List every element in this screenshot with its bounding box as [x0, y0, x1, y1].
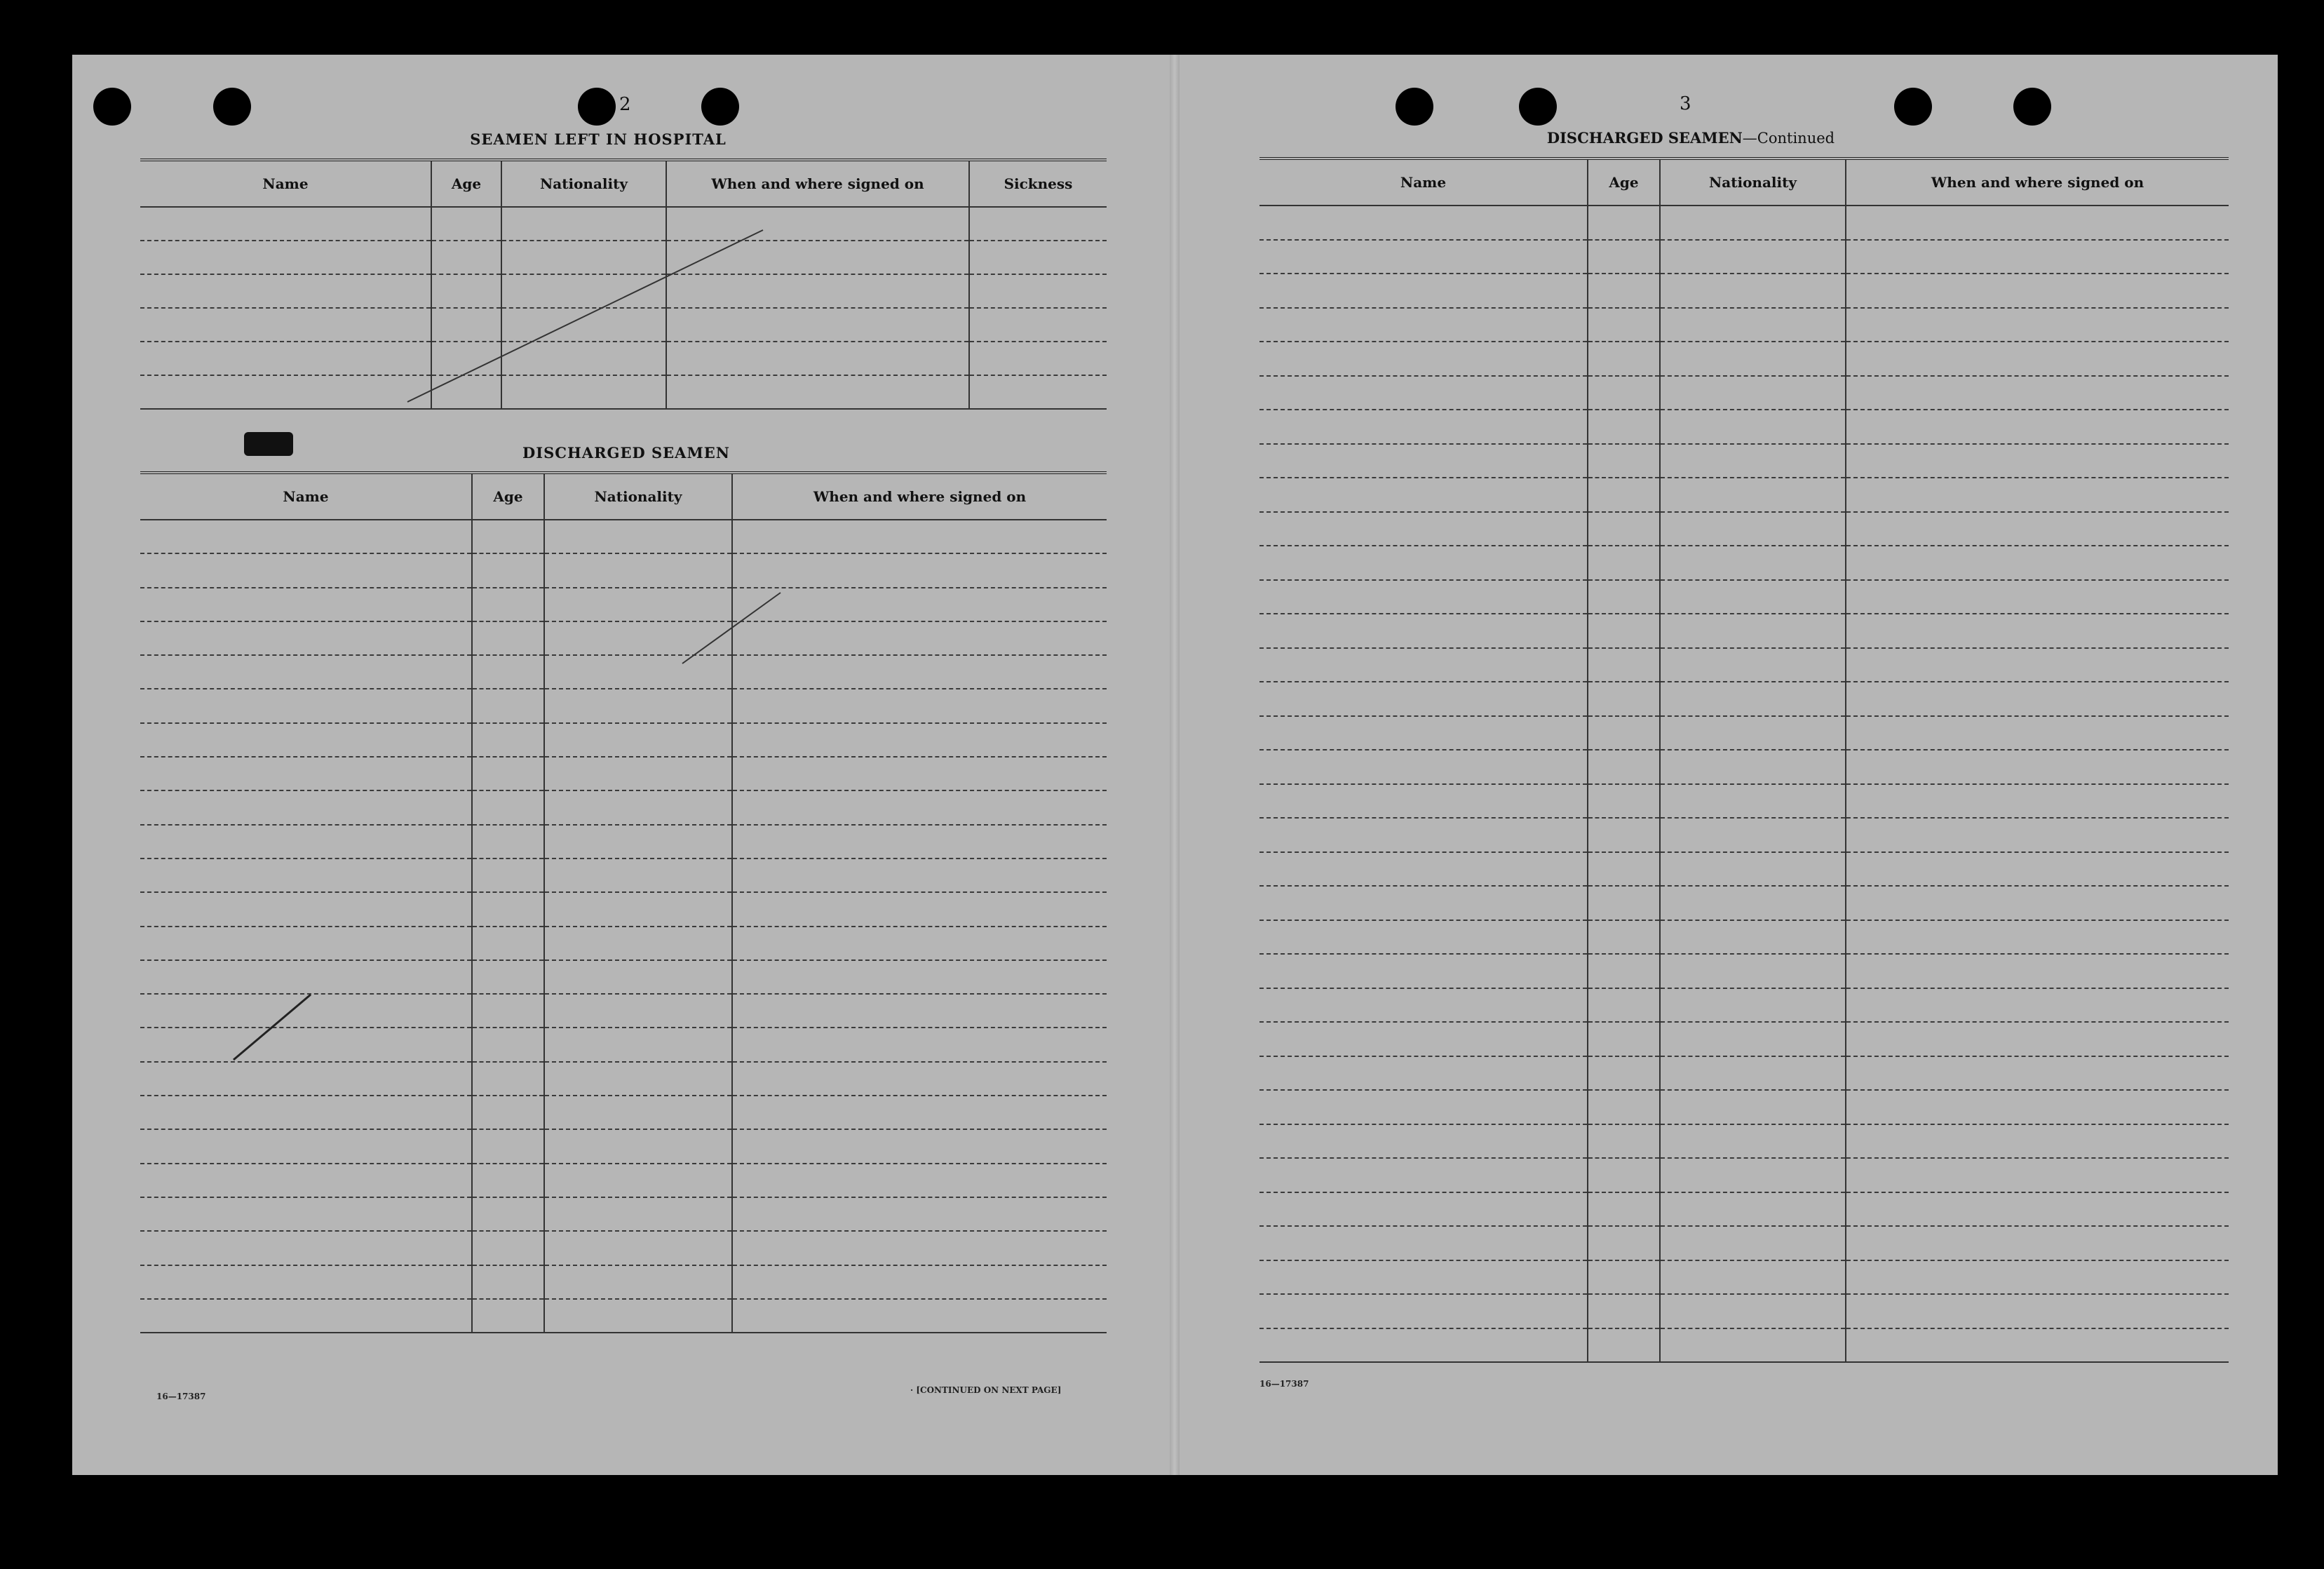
table-row [1259, 1090, 2229, 1124]
table-row [1259, 478, 2229, 512]
table-row [1259, 376, 2229, 410]
blank-cell [1588, 954, 1660, 988]
blank-cell [1846, 1022, 2229, 1056]
blank-cell [1660, 206, 1846, 240]
title-text: DISCHARGED SEAMEN [1546, 129, 1743, 147]
blank-cell [1846, 920, 2229, 955]
table-row [1259, 512, 2229, 546]
blank-cell [1660, 580, 1846, 614]
column-header-signed-on: When and where signed on [1846, 159, 2229, 206]
pen-strike-lines [72, 55, 1173, 1475]
blank-cell [1588, 1226, 1660, 1260]
blank-cell [1846, 580, 2229, 614]
blank-cell [1259, 1294, 1588, 1328]
blank-cell [1660, 1294, 1846, 1328]
blank-cell [1588, 1328, 1660, 1363]
blank-cell [1660, 920, 1846, 955]
blank-cell [1588, 478, 1660, 512]
blank-cell [1259, 240, 1588, 274]
blank-cell [1588, 274, 1660, 308]
blank-cell [1588, 1022, 1660, 1056]
blank-cell [1588, 308, 1660, 342]
blank-cell [1259, 716, 1588, 750]
blank-cell [1259, 274, 1588, 308]
column-header-nationality: Nationality [501, 160, 666, 207]
blank-cell [1660, 512, 1846, 546]
continued-note: · [CONTINUED ON NEXT PAGE] [910, 1385, 1062, 1395]
blank-cell [1588, 886, 1660, 920]
blank-cell [1846, 1260, 2229, 1295]
blank-cell [1588, 580, 1660, 614]
blank-cell [1588, 240, 1660, 274]
column-header-name: Name [1259, 159, 1588, 206]
blank-cell [1660, 784, 1846, 819]
blank-cell [1588, 376, 1660, 410]
blank-cell [1259, 308, 1588, 342]
blank-cell [1660, 1328, 1846, 1363]
blank-cell [1259, 682, 1588, 716]
blank-cell [1588, 614, 1660, 648]
blank-cell [1259, 580, 1588, 614]
table-row [1259, 750, 2229, 784]
blank-cell [1259, 920, 1588, 955]
blank-cell [1660, 988, 1846, 1023]
section-title-discharged: DISCHARGED SEAMEN [522, 444, 730, 462]
blank-cell [1846, 886, 2229, 920]
table-row [1259, 1328, 2229, 1363]
blank-cell [1588, 1192, 1660, 1227]
table-row [1259, 1056, 2229, 1091]
blank-cell [1588, 1056, 1660, 1091]
form-number: 16—17387 [1259, 1379, 1309, 1389]
blank-cell [1259, 1090, 1588, 1124]
blank-cell [1660, 1090, 1846, 1124]
blank-cell [1660, 444, 1846, 478]
table-row [1259, 1158, 2229, 1192]
blank-cell [1588, 716, 1660, 750]
blank-cell [1259, 852, 1588, 887]
column-header-age: Age [472, 473, 544, 520]
blank-cell [1846, 682, 2229, 716]
blank-cell [1846, 206, 2229, 240]
blank-cell [1846, 614, 2229, 648]
blank-cell [1660, 1226, 1846, 1260]
form-number: 16—17387 [156, 1392, 206, 1401]
column-header-nationality: Nationality [1660, 159, 1846, 206]
blank-cell [1846, 274, 2229, 308]
title-suffix: —Continued [1742, 130, 1835, 147]
blank-cell [1259, 818, 1588, 852]
blank-cell [1846, 784, 2229, 819]
column-header-nationality: Nationality [544, 473, 732, 520]
punch-hole [1396, 88, 1433, 126]
blank-cell [1259, 954, 1588, 988]
blank-cell [1259, 1226, 1588, 1260]
table-row [1259, 818, 2229, 852]
blank-cell [1660, 716, 1846, 750]
table-row [1259, 1294, 2229, 1328]
blank-cell [1588, 1090, 1660, 1124]
table-row [1259, 1226, 2229, 1260]
blank-cell [1846, 444, 2229, 478]
blank-cell [1588, 852, 1660, 887]
blank-cell [1259, 750, 1588, 784]
blank-cell [1846, 240, 2229, 274]
blank-cell [1660, 682, 1846, 716]
blank-cell [1846, 1158, 2229, 1192]
punch-hole [1894, 88, 1932, 126]
blank-cell [1259, 1124, 1588, 1159]
blank-cell [1588, 784, 1660, 819]
table-row [1259, 614, 2229, 648]
blank-cell [1259, 410, 1588, 444]
discharged-continued-table [1259, 157, 2229, 1363]
table-row [1259, 580, 2229, 614]
blank-cell [1660, 852, 1846, 887]
blank-cell [1660, 648, 1846, 682]
blank-cell [1660, 410, 1846, 444]
blank-cell [1588, 920, 1660, 955]
column-header-signed-on: When and where signed on [666, 160, 969, 207]
table-row [1259, 546, 2229, 580]
blank-cell [1846, 1124, 2229, 1159]
table-row [1259, 240, 2229, 274]
section-title-discharged-continued [1508, 129, 1873, 147]
blank-cell [1588, 682, 1660, 716]
blank-cell [1846, 716, 2229, 750]
left-page [72, 55, 1173, 1475]
column-header-age: Age [1588, 159, 1660, 206]
blank-cell [1660, 478, 1846, 512]
punch-hole [2013, 88, 2051, 126]
table-row [1259, 988, 2229, 1023]
blank-cell [1588, 512, 1660, 546]
blank-cell [1588, 648, 1660, 682]
blank-cell [1259, 342, 1588, 376]
blank-cell [1259, 478, 1588, 512]
blank-cell [1660, 750, 1846, 784]
blank-cell [1660, 376, 1846, 410]
table-row [1259, 206, 2229, 240]
blank-cell [1660, 954, 1846, 988]
blank-cell [1588, 546, 1660, 580]
table-header-row [1259, 159, 2229, 206]
column-header-signed-on: When and where signed on [732, 473, 1107, 520]
blank-cell [1846, 376, 2229, 410]
blank-cell [1259, 784, 1588, 819]
blank-cell [1259, 988, 1588, 1023]
table-row [1259, 784, 2229, 819]
blank-cell [1846, 852, 2229, 887]
blank-cell [1660, 614, 1846, 648]
punch-hole [1519, 88, 1557, 126]
blank-cell [1846, 1090, 2229, 1124]
blank-cell [1660, 1192, 1846, 1227]
blank-cell [1259, 512, 1588, 546]
column-header-age: Age [431, 160, 501, 207]
table-row [1259, 852, 2229, 887]
blank-cell [1259, 1260, 1588, 1295]
blank-cell [1259, 376, 1588, 410]
blank-cell [1846, 750, 2229, 784]
blank-cell [1660, 886, 1846, 920]
blank-cell [1588, 750, 1660, 784]
table-row [1259, 1260, 2229, 1295]
blank-cell [1846, 546, 2229, 580]
column-header-sickness: Sickness [969, 160, 1107, 207]
blank-cell [1846, 342, 2229, 376]
table-row [1259, 1124, 2229, 1159]
blank-cell [1846, 1328, 2229, 1363]
column-header-name: Name [140, 160, 431, 207]
table-row [1259, 648, 2229, 682]
blank-cell [1588, 818, 1660, 852]
blank-cell [1588, 206, 1660, 240]
blank-cell [1259, 614, 1588, 648]
blank-cell [1259, 206, 1588, 240]
blank-cell [1660, 1124, 1846, 1159]
blank-cell [1846, 648, 2229, 682]
blank-cell [1846, 988, 2229, 1023]
blank-cell [1588, 444, 1660, 478]
blank-cell [1259, 886, 1588, 920]
blank-cell [1259, 1158, 1588, 1192]
blank-cell [1660, 1022, 1846, 1056]
blank-cell [1259, 1192, 1588, 1227]
blank-cell [1259, 648, 1588, 682]
table-row [1259, 920, 2229, 955]
table-row [1259, 410, 2229, 444]
blank-cell [1660, 1056, 1846, 1091]
blank-cell [1588, 1294, 1660, 1328]
blank-cell [1846, 818, 2229, 852]
right-page [1179, 55, 2278, 1475]
blank-cell [1660, 546, 1846, 580]
table-row [1259, 274, 2229, 308]
table-row [1259, 342, 2229, 376]
page-number: 3 [1680, 93, 1691, 114]
blank-cell [1259, 444, 1588, 478]
table-row [1259, 886, 2229, 920]
table-row [1259, 716, 2229, 750]
blank-cell [1259, 1022, 1588, 1056]
blank-cell [1846, 1192, 2229, 1227]
blank-cell [1846, 512, 2229, 546]
blank-cell [1660, 1158, 1846, 1192]
blank-cell [1588, 1260, 1660, 1295]
page-fold [1170, 55, 1180, 1475]
column-header-name: Name [140, 473, 472, 520]
blank-cell [1588, 1124, 1660, 1159]
blank-cell [1846, 308, 2229, 342]
blank-cell [1259, 1328, 1588, 1363]
blank-cell [1660, 818, 1846, 852]
blank-cell [1846, 410, 2229, 444]
blank-cell [1660, 240, 1846, 274]
blank-cell [1660, 274, 1846, 308]
blank-cell [1588, 410, 1660, 444]
blank-cell [1846, 1294, 2229, 1328]
blank-cell [1259, 546, 1588, 580]
table-row [1259, 1192, 2229, 1227]
table-row [1259, 682, 2229, 716]
blank-cell [1588, 988, 1660, 1023]
blank-cell [1259, 1056, 1588, 1091]
blank-cell [1846, 1226, 2229, 1260]
section-title-hospital: SEAMEN LEFT IN HOSPITAL [470, 130, 727, 148]
blank-cell [1660, 1260, 1846, 1295]
blank-cell [1660, 308, 1846, 342]
blank-cell [1588, 342, 1660, 376]
table-row [1259, 1022, 2229, 1056]
table-row [1259, 308, 2229, 342]
blank-cell [1588, 1158, 1660, 1192]
blank-cell [1846, 478, 2229, 512]
document-sheet [72, 55, 2278, 1475]
table-row [1259, 954, 2229, 988]
blank-cell [1660, 342, 1846, 376]
blank-cell [1846, 954, 2229, 988]
table-row [1259, 444, 2229, 478]
page-number: 2 [619, 94, 631, 115]
blank-cell [1846, 1056, 2229, 1091]
